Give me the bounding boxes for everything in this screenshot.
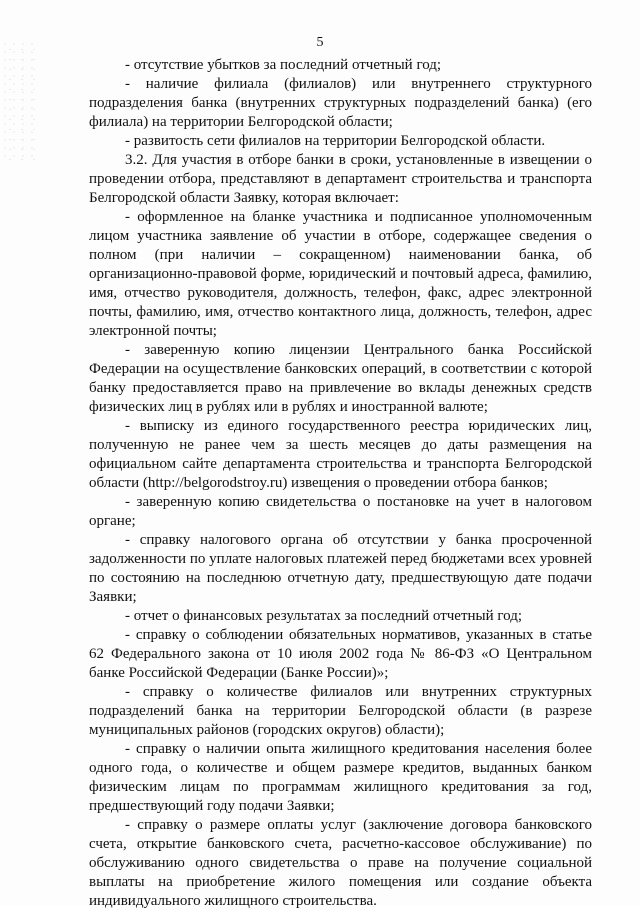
paragraph-tax-certificate: - справку налогового органа об отсутствии у банка просроченной задолженности по уплате налоговых платежей перед бюджетами всех уровней по состоянию на последнюю отчетную дату, предшествующую дате подачи Заявки;: [89, 532, 592, 605]
paragraph-registry-extract: - выписку из единого государственного реестра юридических лиц, полученную не ранее чем за шесть месяцев до даты размещения на официальном сайте департамента строительства и транспорта Белгородской области (http://belgorodstroy.ru) извещения о проведении отбора банков;: [89, 418, 592, 491]
paragraph-branch-network: - развитость сети филиалов на территории Белгородской области.: [125, 133, 546, 149]
document-body: [89, 56, 592, 911]
paragraph-mortgage-experience: - справку о наличии опыта жилищного кредитования населения более одного года, о количестве и общем размере кредитов, выданных банком физическим лицам по программам жилищного кредитования за год, предшествующий году подачи Заявки;: [89, 741, 592, 814]
paragraph-service-fees: - справку о размере оплаты услуг (заключение договора банковского счета, открытие банковского счета, расчетно-кассовое обслуживание) по обслуживанию одного свидетельства о праве на получение социальной выплаты на приобретение жилого помещения или создание объекта индивидуального жилищного строительства.: [89, 817, 592, 909]
paragraph-no-losses: - отсутствие убытков за последний отчетный год;: [125, 57, 442, 73]
scan-artifact: [0, 40, 40, 160]
page-number: 5: [316, 35, 324, 50]
paragraph-tax-registration: - заверенную копию свидетельства о постановке на учет в налоговом органе;: [89, 494, 592, 529]
paragraph-section-3-2: 3.2. Для участия в отборе банки в сроки, установленные в извещении о проведении отбора, представляют в департамент строительства и транспорта Белгородской области Заявку, которая включает:: [89, 152, 592, 206]
paragraph-branch-count: - справку о количестве филиалов или внутренних структурных подразделений банка на территории Белгородской области (в разрезе муниципальных районов (городских округов) области);: [89, 684, 592, 738]
paragraph-financial-report: - отчет о финансовых результатах за последний отчетный год;: [125, 608, 523, 624]
paragraph-branch-presence: - наличие филиала (филиалов) или внутреннего структурного подразделения банка (внутренних структурных подразделений банка) (его филиала) на территории Белгородской области;: [89, 76, 592, 130]
paragraph-mandatory-ratios: - справку о соблюдении обязательных нормативов, указанных в статье 62 Федерального закона от 10 июля 2002 года № 86-ФЗ «О Центральном банке Российской Федерации (Банке России)»;: [89, 627, 592, 681]
paragraph-license-copy: - заверенную копию лицензии Центрального банка Российской Федерации на осуществление банковских операций, в соответствии с которой банку предоставляется право на привлечение во вклады денежных средств физических лиц в рублях или в рублях и иностранной валюте;: [89, 342, 592, 415]
paragraph-application-statement: - оформленное на бланке участника и подписанное уполномоченным лицом участника заявление об участии в отборе, содержащее сведения о полном (при наличии – сокращенном) наименовании банка, об организационно-правовой форме, юридический и почтовый адреса, фамилию, имя, отчество руководителя, должность, телефон, факс, адрес электронной почты, фамилию, имя, отчество контактного лица, должность, телефон, адрес электронной почты;: [89, 209, 592, 339]
